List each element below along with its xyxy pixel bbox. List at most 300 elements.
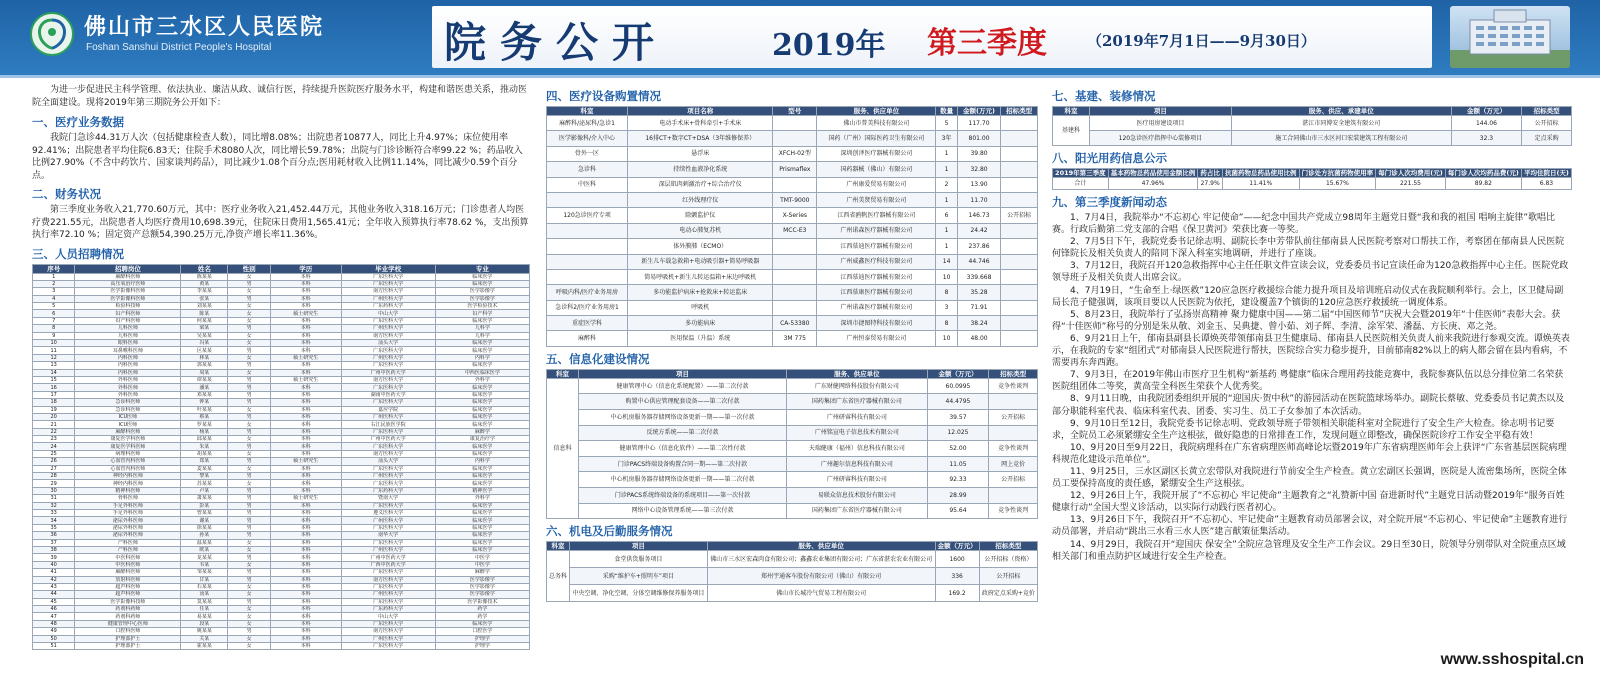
table-cell: 29 [33,480,75,487]
table-cell: 骨外一区 [547,146,628,161]
table-cell: 护理学 [435,643,529,650]
table-cell: 本科 [270,583,341,590]
table-cell: 妇产科学 [435,310,529,317]
section-title-drug-info: 八、阳光用药信息公示 [1052,151,1167,165]
table-cell: 眼科医师 [75,340,181,347]
table-cell [1001,116,1038,131]
table-cell: XFCH-02型 [773,146,817,161]
table-cell: 广州研睿科技有限公司 [786,410,927,426]
table-cell: 临床医学 [435,406,529,413]
table-row [547,331,1038,346]
table-cell [547,254,628,269]
table-cell: 广东医科大学 [341,428,435,435]
table-row [547,269,1038,284]
logistics-table-header [547,542,1038,551]
table-cell: 施工合同佛山市三水区河口宏装建筑工程有限公司 [1231,131,1451,146]
table-cell: 2 [936,177,957,192]
logistics-table [546,541,1038,602]
table-row [547,394,1038,410]
news-item: 9、9月10日至12日，我院党委书记徐志明、党政领导班子带领相关职能科室对全院进行了安全生产大检查。徐志明书记要求，全院员工必须紧绷安全生产这根弦，做好隐患的日常排查工作，发现问题立即整改，确保医院诊疗工作安全平稳有效！ [1052,418,1555,441]
table-cell: 潘某 [181,384,228,391]
table-cell [1001,192,1038,207]
column-header: 平均住院日(天) [1521,169,1571,178]
table-cell: 35 [33,524,75,531]
table-cell: 中西医临床医学 [435,369,529,376]
table-cell: 男 [228,413,270,420]
table-cell: 本科 [270,532,341,539]
table-cell: 广州医科大学 [341,354,435,361]
table-cell: 儿科医师 [75,332,181,339]
table-cell: 38 [33,546,75,553]
table-cell [989,394,1038,410]
table-row [33,613,530,620]
table-row [547,410,1038,426]
table-cell: 女 [228,436,270,443]
table-cell: 医学影像科医师 [75,288,181,295]
table-cell: 湖南中医药大学 [341,391,435,398]
table-cell: 竞争性谈判 [989,441,1038,457]
table-cell: 女 [228,273,270,280]
column-header: 科室 [547,369,579,378]
table-cell: 口腔科医师 [75,628,181,635]
table-cell: 何某某 [181,317,228,324]
table-cell: 广东药科大学 [341,487,435,494]
table-cell: 药学 [435,613,529,620]
column-header: 项目 [570,542,708,551]
table-cell: 手足外科医师 [75,510,181,517]
table-cell: 广州威鑫医疗科技有限公司 [817,254,936,269]
table-row [33,473,530,480]
table-cell: 本科 [270,539,341,546]
table-cell: 郑州宇通客车股份有限公司（佛山）有限公司 [707,568,935,585]
table-row [33,546,530,553]
table-cell: 外科医师 [75,391,181,398]
table-cell: 本科 [270,569,341,576]
table-cell: 71.91 [957,300,1001,315]
table-cell: 汕头大学 [341,340,435,347]
table-cell: 佛山市三水区宏森肉食有限公司；鑫鑫农业集团有限公司；广东省湛农农业有限公司 [707,551,935,568]
column-header: 2019年第三季度 [1053,169,1109,178]
table-cell: 男 [228,391,270,398]
table-row [547,162,1038,177]
recruitment-table [32,264,530,651]
recruitment-table-header [33,264,530,273]
table-cell: 本科 [270,635,341,642]
table-cell: 本科 [270,613,341,620]
table-cell: 中山大学 [341,613,435,620]
table-cell: 蔡某 [181,413,228,420]
table-cell: 龙某某 [181,554,228,561]
table-row [547,146,1038,161]
table-cell: 儿科医师 [75,325,181,332]
table-cell: 女 [228,613,270,620]
table-cell: 女 [228,480,270,487]
table-cell: 汕头大学 [341,458,435,465]
table-cell: 红外线理疗仪 [628,192,773,207]
table-cell: 定点采购 [1522,131,1572,146]
table-cell: 孙某 [181,532,228,539]
construction-table [1052,106,1572,146]
table-cell: 广东医科大学 [341,524,435,531]
column-header: 基本药物总药品使用金额比例 [1108,169,1198,178]
table-cell: 广州医科大学 [341,413,435,420]
table-cell [1001,316,1038,331]
table-cell: 本科 [270,369,341,376]
table-row [547,568,1038,585]
column-header: 每门诊人次均药品费(元) [1445,169,1521,178]
table-cell: 简易呼吸机+新生儿转运温箱+床边呼吸机 [628,269,773,284]
table-cell: 邹某某 [181,569,228,576]
table-cell: 广东医科大学 [341,280,435,287]
table-cell: 妇产科医师 [75,317,181,324]
table-cell: CA-53380 [773,316,817,331]
table-cell: 47 [33,613,75,620]
table-cell: 本科 [270,332,341,339]
table-cell: 竞争性谈判 [989,503,1038,519]
table-cell: 237.86 [957,239,1001,254]
department-cell: 总务科 [547,551,570,602]
table-cell: 女 [228,591,270,598]
column-header: 科室 [547,542,570,551]
table-cell: 体外膜肺（ECMO） [628,239,773,254]
table-cell: 1 [936,192,957,207]
table-cell: 悬浮床 [628,146,773,161]
table-cell: 15.67% [1299,178,1376,190]
table-cell: 本科 [270,384,341,391]
table-cell: 国药集团广东省医疗器械有限公司 [786,394,927,410]
table-cell: 本科 [270,362,341,369]
table-cell: 男 [228,598,270,605]
table-cell: 曾某某 [181,510,228,517]
table-cell: 内科学 [435,458,529,465]
table-cell: 谭某某 [181,376,228,383]
table-cell: 医学影像学 [435,295,529,302]
table-cell: 5 [936,116,957,131]
table-cell: 6 [33,310,75,317]
table-cell: 韦某 [181,561,228,568]
table-cell: 37 [33,539,75,546]
table-cell: 28 [33,473,75,480]
table-cell: 李某某 [181,288,228,295]
table-cell: 10 [33,340,75,347]
table-cell: 本科 [270,317,341,324]
table-cell: 本科 [270,450,341,457]
table-row [33,487,530,494]
table-cell: 本科 [270,517,341,524]
table-cell: 1 [936,146,957,161]
table-cell: 广西中医药大学 [341,561,435,568]
table-cell: 欧某 [181,546,228,553]
table-cell: 广州医科大学 [341,325,435,332]
table-cell: 郭某某 [181,362,228,369]
table-row [33,554,530,561]
table-cell: 临床医学 [435,391,529,398]
column-header: 项目 [579,369,787,378]
table-cell: 39 [33,554,75,561]
table-row [547,223,1038,238]
table-cell: 病理科医师 [75,450,181,457]
table-cell: 临床医学 [435,546,529,553]
table-cell: 卢某 [181,487,228,494]
table-row [33,524,530,531]
table-cell: 康复治疗学 [435,436,529,443]
table-cell: 重症医学科 [547,316,628,331]
table-row [547,472,1038,488]
table-cell [547,269,628,284]
table-cell: 持续性血液净化系统 [628,162,773,177]
website-url[interactable]: www.sshospital.cn [1440,651,1584,668]
column-header: 型号 [773,107,817,116]
table-row [33,273,530,280]
table-cell: 硕士研究生 [270,310,341,317]
table-cell [773,300,817,315]
table-cell: 药学 [435,606,529,613]
table-cell: 14 [33,369,75,376]
table-cell: 冯某 [181,340,228,347]
table-cell: 临床医学 [435,465,529,472]
table-cell: 产科医师 [75,539,181,546]
finance-text: 第三季度业务收入21,770.60万元，其中：医疗业务收入21,452.44万元，其他业务收入318.16万元；门诊患者人均医疗费221.55元，出院患者人均医疗费用10,698.39元，住院床日费用1,565.41元；全年收入预算执行率78.62 %，支出预算执行率72.10 %；固定资产总额54,390.25万元,净资产增长率11.36%。 [32,205,529,240]
news-item: 8、9月11日晚，由我院团委组织开展的“迎国庆·贺中秋”的游园活动在医院篮球场举办。副院长蔡敏、党委委员书记黄杰以及部分职能科室代表、临床科室代表、团委、实习生、员工子女参加了本次活动。 [1052,394,1565,417]
column-left [32,84,530,665]
table-cell: 1600 [935,551,979,568]
column-header: 项目 [1089,107,1231,116]
table-cell: 19 [33,406,75,413]
news-item: 10、9月20日至9月22日，我院病理科在广东省病理医师高峰论坛暨2019年广东省病理医师年会上获评“广东省基层医院病理科规范化建设示范单位”。 [1052,442,1567,465]
column-header: 门诊处方抗菌药物使用率 [1299,169,1376,178]
table-cell: 梁某 [181,325,228,332]
column-header: 金额(万元) [957,107,1001,116]
table-cell: 麻醉科/泌尿科/急诊1 [547,116,628,131]
section-title-recruitment: 三、人员招聘情况 [32,246,124,261]
table-cell: 内科学 [435,354,529,361]
title-season: 第三季度 [927,26,1047,61]
table-row [33,510,530,517]
building-icon [1450,6,1570,68]
table-cell: 48.00 [957,331,1001,346]
table-cell: 31 [33,495,75,502]
table-row [33,465,530,472]
table-row [1053,178,1572,190]
table-cell: 医学检验技术 [435,303,529,310]
column-header: 药占比 [1198,169,1223,178]
section-title-it: 五、信息化建设情况 [546,351,650,366]
table-cell: 中山大学 [341,310,435,317]
construction-table-header [1053,107,1572,116]
column-header: 服务、供应单位 [817,107,936,116]
table-row [1053,131,1572,146]
table-cell: 女 [228,546,270,553]
table-cell: 国药器械（佛山）有限公司 [817,162,936,177]
table-cell: 339.668 [957,269,1001,284]
table-cell: 34 [33,517,75,524]
table-cell [1001,146,1038,161]
news-item: 7、9月3日，在2019年佛山市医疗卫生机构“新基药 粤健康”临床合理用药技能竞赛中，我院参赛队伍以总分排位第二名荣获医院组团体二等奖，黄高莹全科医生荣获个人优秀奖。 [1052,370,1564,393]
table-cell: 呼吸机 [628,300,773,315]
table-cell: 9 [33,332,75,339]
table-cell: 放射科医师 [75,576,181,583]
section-title-news: 九、第三季度新闻动态 [1052,195,1167,209]
table-cell: 钟某 [181,399,228,406]
news-item: 3、7月12日，我院召开120急救指挥中心主任任职文件宣读会议，党委委员书记宣读任命为120急救指挥中心主任。医院党政领导班子及相关负责人出席会议。 [1052,261,1569,284]
table-cell: 广东药科大学 [341,303,435,310]
table-cell: 46 [33,606,75,613]
table-cell: 广东医科大学 [341,480,435,487]
table-cell [773,254,817,269]
table-cell: X-Series [773,208,817,223]
table-row [33,399,530,406]
column-header: 数量 [936,107,957,116]
table-cell: 广州医科大学 [341,295,435,302]
table-cell [1001,223,1038,238]
table-cell: 女 [228,310,270,317]
section-title-medical-data: 一、医疗业务数据 [32,115,124,129]
table-row [547,208,1038,223]
table-cell: 医学影像技术 [435,598,529,605]
table-cell: 男 [228,554,270,561]
table-cell: 32 [33,502,75,509]
table-cell [1001,331,1038,346]
table-cell: 36 [33,532,75,539]
table-cell: 52.00 [927,441,988,457]
table-row [33,288,530,295]
table-cell: 临床医学 [435,517,529,524]
table-row [547,300,1038,315]
hospital-logo [30,12,74,56]
table-cell: 临床医学 [435,384,529,391]
table-cell: 广州中医药大学 [341,369,435,376]
table-row [33,517,530,524]
table-cell [547,192,628,207]
table-row [33,591,530,598]
table-row [33,362,530,369]
column-header: 姓名 [181,264,228,273]
table-cell: 女 [228,354,270,361]
table-cell: 8 [33,325,75,332]
table-cell: 医学影像科/介入中心 [547,131,628,146]
table-cell: 中医科医师 [75,561,181,568]
table-cell: 广东医科大学 [341,569,435,576]
table-cell: 40 [33,561,75,568]
table-cell: 药剂科药师 [75,613,181,620]
table-cell: 硕士研究生 [270,354,341,361]
table-cell: 本科 [270,391,341,398]
table-cell: 女 [228,317,270,324]
table-cell [1001,269,1038,284]
column-header: 招标类型 [989,369,1038,378]
table-cell: 3年 [936,131,957,146]
table-row [33,384,530,391]
table-row [33,413,530,420]
column-middle [546,84,1038,665]
table-cell: 深圳创泽医疗器械有限公司 [817,146,936,161]
table-cell: 男 [228,280,270,287]
table-cell: 竞争性谈判 [989,378,1038,394]
table-cell: 11.41% [1222,178,1299,190]
table-row [547,285,1038,300]
table-cell: 徐某某 [181,524,228,531]
table-cell: 广州诺森医疗器械有限公司 [817,223,936,238]
table-cell: 女 [228,465,270,472]
table-cell: 5 [33,303,75,310]
table-cell: 24.42 [957,223,1001,238]
table-cell: 医学影像科医师 [75,295,181,302]
table-cell: 本科 [270,443,341,450]
table-cell: 易某某 [181,613,228,620]
table-row [547,456,1038,472]
column-header: 科室 [1053,107,1090,116]
table-cell [773,285,817,300]
table-row [33,295,530,302]
table-cell: 医疗用房建设项目 [1089,116,1231,131]
table-cell: 麻醉学 [435,569,529,576]
table-cell: 陈某某 [181,273,228,280]
table-cell: 广东医科大学 [341,347,435,354]
table-cell: 男 [228,510,270,517]
table-row [33,369,530,376]
table-cell: 呼吸内科/医疗业务用房 [547,285,628,300]
table-cell: 广东医科大学 [341,598,435,605]
table-cell: 麻醉科医师 [75,273,181,280]
table-cell: 陈某 [181,310,228,317]
table-cell: 广州诺森医疗器械有限公司 [817,300,936,315]
table-cell: 儿科学 [435,325,529,332]
table-cell: 1 [936,162,957,177]
column-header: 科室 [547,107,628,116]
table-cell: 医学影像学 [435,591,529,598]
table-cell: 国药集团广东省医疗器械有限公司 [786,503,927,519]
column-header: 项目名称 [628,107,773,116]
table-cell: 27.9% [1198,178,1223,190]
table-cell: 22 [33,428,75,435]
table-cell: 医用保温（升温）系统 [628,331,773,346]
table-row [547,503,1038,519]
table-cell: 广州医科大学 [341,473,435,480]
table-cell: 广州医科大学 [341,517,435,524]
table-cell: 12.025 [927,425,988,441]
table-cell: 超声科医师 [75,591,181,598]
table-cell: 广州趣尔信息科技有限公司 [786,456,927,472]
table-cell [989,488,1038,504]
table-cell: 30 [33,487,75,494]
table-cell: 心血管内科医师 [75,465,181,472]
table-row [33,421,530,428]
table-cell: 临床医学 [435,280,529,287]
table-cell: 本科 [270,576,341,583]
table-cell: 49 [33,628,75,635]
table-row [33,347,530,354]
table-cell: 女 [228,406,270,413]
table-cell: 产科医师 [75,546,181,553]
title-band [432,6,1432,68]
table-cell: 95.64 [927,503,988,519]
table-cell: 47.96% [1108,178,1198,190]
table-cell: 广东医科大学 [341,317,435,324]
table-cell: 急诊科医师 [75,406,181,413]
table-row [33,340,530,347]
table-cell: 10 [936,331,957,346]
table-cell: 42 [33,576,75,583]
table-row [33,532,530,539]
section-title-logistics: 六、机电及后勤服务情况 [546,524,673,539]
table-cell: 35.28 [957,285,1001,300]
table-row [547,116,1038,131]
table-cell: 公开招标 [1522,116,1572,131]
table-row [33,310,530,317]
table-cell: 1 [936,223,957,238]
title-date-range: （2019年7月1日——9月30日） [1087,32,1316,50]
table-row [547,488,1038,504]
